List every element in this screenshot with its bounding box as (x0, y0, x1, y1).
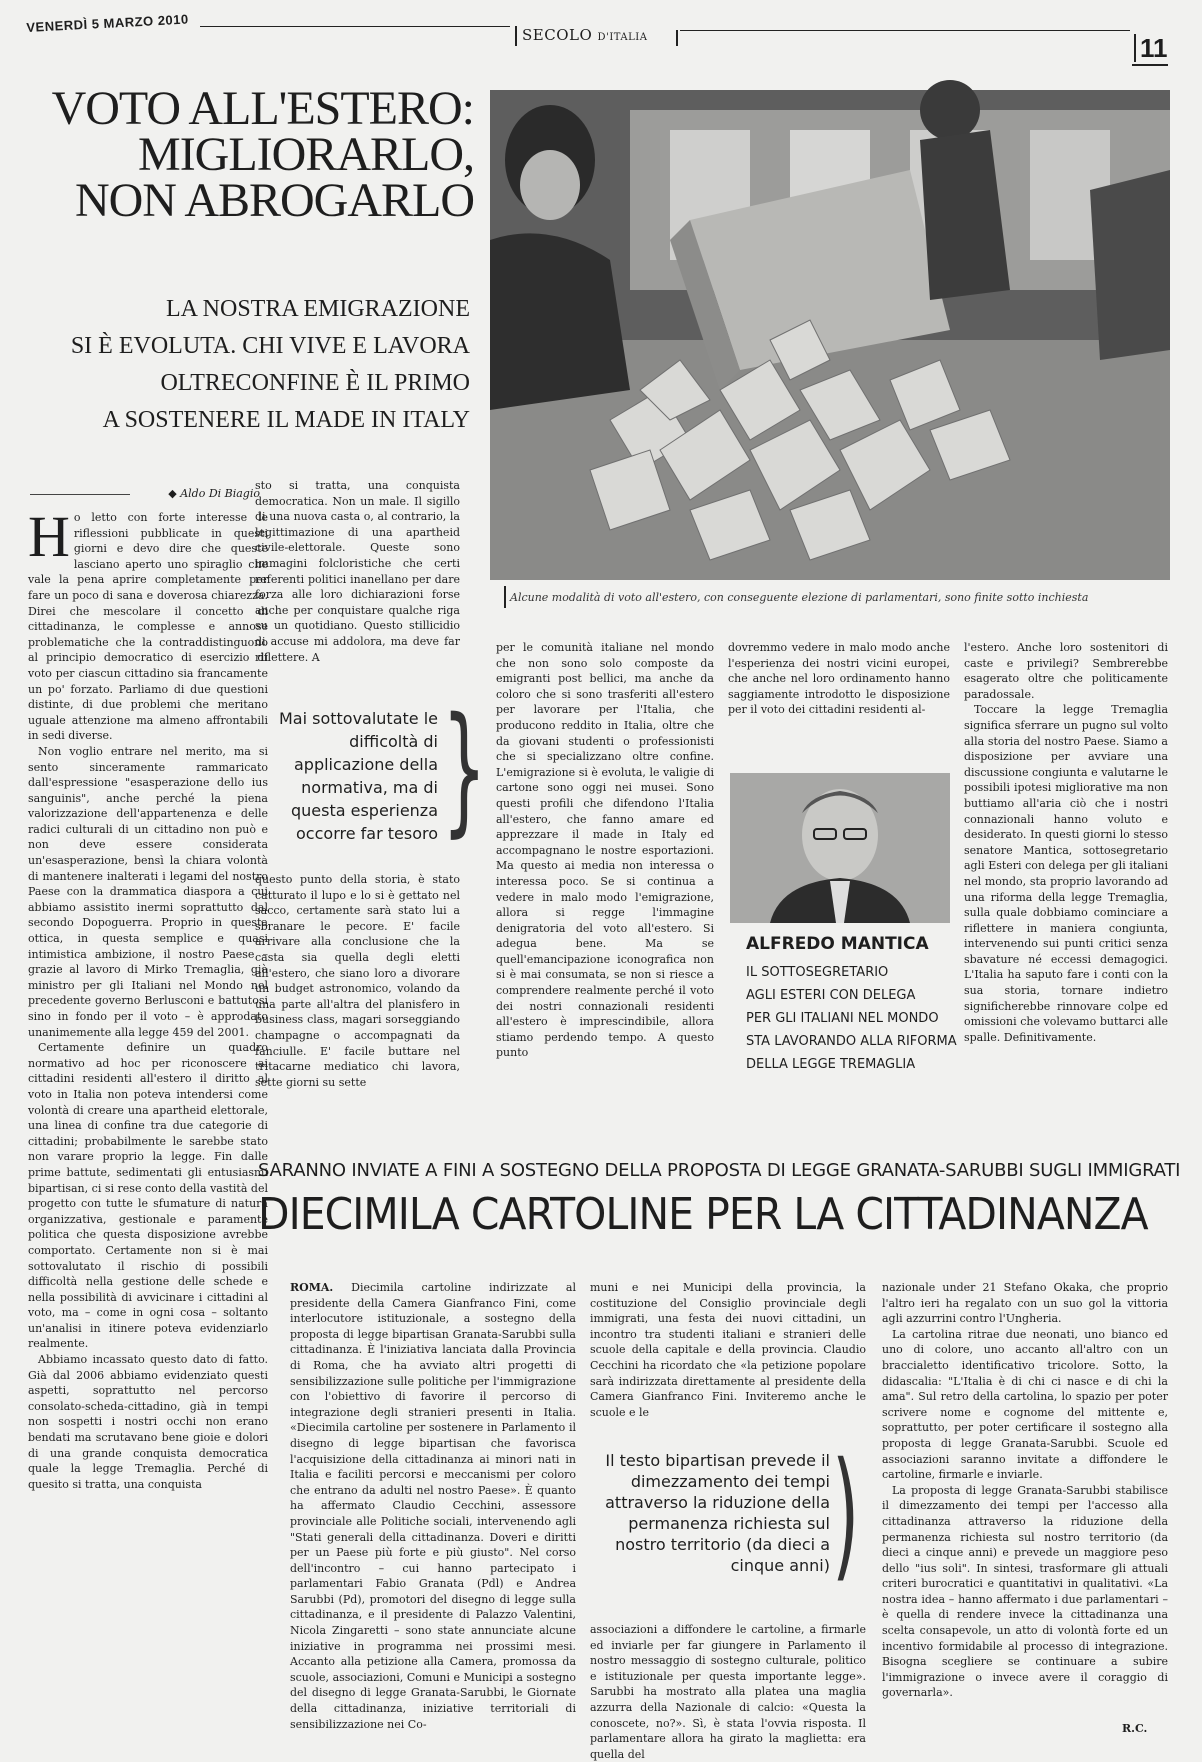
masthead-divider-right (676, 30, 678, 46)
header-rule-right (680, 30, 1130, 31)
masthead-main: SECOLO (522, 26, 593, 44)
photo-caption: Alcune modalità di voto all'estero, con conseguente elezione di parlamentari, sono finite sotto inchiesta (510, 591, 1089, 604)
paragraph: Abbiamo incassato questo dato di fatto. Già dal 2006 abbiamo evidenziato questi aspetti, soprattutto nel percorso consolato-scheda-cittadino, già in tempi non sospetti i nostri occhi non erano bendati ma scrutavano bene gioie e dolori di una grande conquista democratica quale la legge Tremaglia. Perché di quesito si tratta, una conquista (28, 1353, 268, 1491)
page-number-rule (1132, 64, 1168, 66)
paragraph-text: Diecimila cartoline indirizzate al presidente della Camera Gianfranco Fini, come interlocutore istituzionale, a sostegno della proposta di legge bipartisan Granata-Sarubbi sulla cittadinanza. È l'iniziativa lanciata dalla Provincia di Roma, che ha avviato altri progetti di sensibilizzazione sulle politiche per l'immigrazione con l'obiettivo di favorire il percorso di integrazione degli stranieri presenti in Italia. «Diecimila cartoline per sostenere in Parlamento il disegno di legge bipartisan che favorisca l'acquisizione della cittadinanza ai minori nati in Italia e faciliti percorsi e meccanismi per coloro che entrano da adulti nel nostro Paese». È quanto ha affermato Claudio Cecchini, assessore provinciale alle Politiche sociali, intervenendo agli "Stati generali della cittadinanza. Doveri e diritti per un Paese più forte e più giusto". Nel corso dell'incontro – cui hanno partecipato i parlamentari Fabio Granata (Pdl) e Andrea Sarubbi (Pd), promotori del disegno di legge sulla cittadinanza, e il presidente di Palazzo Valentini, Nicola Zingaretti – sono state annunciate alcune iniziative in programma nei prossimi mesi. Accanto alla petizione alla Camera, promossa da scuole, associazioni, Comuni e Municipi a sostegno del disegno di legge Granata-Sarubbi, le Giornate della cittadinanza, iniziative territoriali di sensibilizzazione nei Co- (290, 1281, 576, 1731)
dateline: ROMA. (290, 1281, 334, 1294)
masthead-divider (515, 26, 517, 46)
person-desc-line: STA LAVORANDO ALLA RIFORMA (746, 1034, 957, 1049)
masthead (522, 26, 647, 44)
ballot-photo-illustration (490, 90, 1170, 580)
pull-quote: Mai sottovalutate le difficoltà di applicazione della normativa, ma di questa esperienza occorre far tesoro (278, 709, 438, 843)
article2-pull-quote-brace: ) (832, 1433, 860, 1596)
subhead-line-1: LA NOSTRA EMIGRAZIONE (166, 296, 470, 322)
portrait-illustration (730, 773, 950, 923)
drop-cap: H (28, 504, 70, 569)
person-desc-line: AGLI ESTERI CON DELEGA (746, 988, 916, 1003)
article-headline (24, 82, 474, 227)
paragraph: l'estero. Anche loro sostenitori di caste e privilegi? Sembrerebbe esagerato oltre che politicamente paradossale. (964, 641, 1168, 701)
article2-kicker: SARANNO INVIATE A FINI A SOSTEGNO DELLA PROPOSTA DI LEGGE GRANATA-SARUBBI SUGLI IMMIGRATI (258, 1160, 1181, 1181)
masthead-sub: D'ITALIA (597, 32, 648, 43)
article-column-4 (728, 640, 950, 735)
headline-line-1: VOTO ALL'ESTERO: (51, 82, 474, 135)
portrait-photo (730, 773, 950, 923)
article2-pull-quote: Il testo bipartisan prevede il dimezzamento dei tempi attraverso la riduzione della permanenza richiesta sul nostro territorio (da dieci a cinque anni) (605, 1451, 830, 1575)
person-desc-line: IL SOTTOSEGRETARIO (746, 965, 889, 980)
article-column-1 (28, 504, 268, 1754)
subhead-line-2: SI È EVOLUTA. CHI VIVE E LAVORA (70, 333, 470, 359)
headline-line-2: MIGLIORARLO, (138, 128, 474, 181)
paragraph: questo punto della storia, è stato catturato il lupo e lo si è gettato nel sacco, certamente sarà stato lui a sbranare le pecore. E' facile arrivare alla conclusione che la casta sia quella degli eletti all'estero, che siano loro a divorare un budget astronomico, volando da una parte all'altra del planisfero in business class, magari sorseggiando champagne o accompagnati da fanciulle. E' facile buttare nel tritacarne mediatico chi lavora, sette giorni su sette (255, 873, 460, 1089)
paragraph: associazioni a diffondere le cartoline, a firmarle ed inviarle per far giungere in Parlamento il nostro messaggio di sostegno culturale, politico e istituzionale per questa importante legge». Sarubbi ha mostrato alla platea una maglia azzurra della Nazionale di calcio: «Questa la conoscete, no?». Sì, è stata l'ovvia risposta. Il parlamentare allora ha girato la maglietta: era quella del (590, 1623, 866, 1761)
paragraph: o letto con forte interesse le riflessioni pubblicate in questi giorni e devo dire che queste lasciano aperto uno spiraglio che vale la pena aprire completamente per fare un poco di sana e doverosa chiarezza. Direi che mescolare il concetto di cittadinanza, le complesse e annose problematiche che la contraddistinguono al principio democratico di esercizio di voto per ciascun cittadino sia francamente un po' forzato. Parliamo di due questioni distinte, di due problemi che meritano uguale attenzione ma almeno affrontabili in sedi diverse. (28, 511, 268, 743)
paragraph: La cartolina ritrae due neonati, uno bianco ed uno di colore, uno accanto all'altro con un braccialetto identificativo tricolore. Sotto, la didascalia: "L'Italia è di chi ci nasce e di chi la ama". Sul retro della cartolina, lo spazio per poter scrivere nome e cognome del mittente e, soprattutto, per poter certificare il sostegno alla proposta di legge Granata-Sarubbi. Scuole ed associazioni saranno invitate a diffondere le cartoline, firmarle e inviarle. (882, 1327, 1168, 1482)
headline-line-3: NON ABROGARLO (74, 174, 474, 227)
paragraph: dovremmo vedere in malo modo anche l'esperienza dei nostri vicini europei, che anche nel loro ordinamento hanno saggiamente introdotto le disposizione per il voto dei cittadini residenti al- (728, 641, 950, 717)
pull-quote-brace: } (442, 688, 487, 851)
person-desc-line: DELLA LEGGE TREMAGLIA (746, 1057, 916, 1072)
header-rule-left (200, 26, 510, 27)
article2-column-2-top (590, 1280, 866, 1417)
person-description (746, 961, 957, 1076)
byline: ◆ Aldo Di Biagio (30, 487, 260, 500)
page-number: 11 (1134, 34, 1168, 62)
article2-column-3 (882, 1280, 1168, 1720)
caption-bar (504, 586, 506, 608)
subhead-line-4: A SOSTENERE IL MADE IN ITALY (102, 407, 470, 433)
paragraph: muni e nei Municipi della provincia, la costituzione del Consiglio provinciale degli immigrati, una festa dei nuovi cittadini, un incontro tra studenti italiani e stranieri delle scuole della capitale e della provincia. Claudio Cecchini ha ricordato che «la petizione popolare sarà indirizzata direttamente al presidente della Camera Gianfranco Fini. Inviteremo anche le scuole e le (590, 1281, 866, 1419)
article-column-2-top (255, 478, 460, 680)
author-initials: R.C. (1122, 1722, 1148, 1735)
person-name: ALFREDO MANTICA (746, 934, 929, 954)
ballot-photo (490, 90, 1170, 580)
paragraph: per le comunità italiane nel mondo che non sono solo composte da emigranti post bellici, ma anche da coloro che si sono trasferiti all'estero per lavorare per l'Italia, che producono reddito in Italia, oltre che da giovani studenti o professionisti che si specializzano oltre confine. L'emigrazione si è evoluta, le valigie di cartone sono oggi nei musei. Sono questi profili che difendono l'Italia all'estero, che fanno amare ed apprezzare il made in Italy ed accompagnano le nostre esportazioni. Ma questo ai media non interessa o interessa poco. Se si continua a vedere in malo modo l'emigrazione, allora si regge l'immagine denigratoria del voto all'estero. Si adegua bene. Ma se quell'emancipazione iconografica non si è mai consumata, se non si riesce a comprendere realmente perché il voto dei nostri connazionali residenti all'estero è imprescindibile, allora stiamo perdendo tempo. A questo punto (496, 641, 714, 1060)
article2-column-2-bottom (590, 1622, 866, 1761)
subhead-line-3: OLTRECONFINE È IL PRIMO (160, 370, 470, 396)
paragraph: sto si tratta, una conquista democratica. Non un male. Il sigillo di una nuova casta o, al contrario, la legittimazione di una apartheid civile-elettorale. Queste sono immagini folcloristiche che certi referenti politici inanellano per dare forza alle loro dichiarazioni forse anche per conquistare qualche riga su un quotidiano. Questo stillicidio di accuse mi addolora, ma deve far riflettere. A (255, 479, 460, 664)
article-column-3 (496, 640, 714, 1093)
paragraph: Toccare la legge Tremaglia significa sferrare un pugno sul volto alla storia del nostro Paese. Siamo a disposizione per avviare una discussione congiunta e valutarne le possibili ipotesi migliorative ma non buttiamo all'aria ciò che i nostri connazionali hanno voluto e desiderato. In questi giorni lo stesso senatore Mantica, sottosegretario agli Esteri con delega per gli italiani nel mondo, sta proprio lavorando ad una riforma della legge Tremaglia, sulla quale dobbiamo cominciare a riflettere in maniera congiunta, intervenendo sui punti critici senza sbavature né eccessi demagogici. L'Italia ha saputo fare i conti con la sua storia, tornare indietro significherebbe rinnovare colpe ed omissioni che volevamo buttarci alle spalle. Definitivamente. (964, 703, 1168, 1044)
issue-date: VENERDÌ 5 MARZO 2010 (26, 11, 189, 35)
person-desc-line: PER GLI ITALIANI NEL MONDO (746, 1011, 939, 1026)
paragraph: Certamente definire un quadro normativo ad hoc per riconoscere ai cittadini residenti all'estero il diritto al voto in Italia non poteva intendersi come volontà di creare una apartheid elettorale, una linea di confine tra due categorie di cittadini; probabilmente le sarebbe stato non varare proprio la legge. Fin dalle prime battute, sedimentati gli entusiasmi bipartisan, ci si rese conto della vastità del progetto con tutte le sfumature di natura organizzativa, gestionale e paramente politica che questa disposizione avrebbe comportato. Certamente non si è mai sottovalutato il rischio di possibili difficoltà nella gestione delle schede e nella possibilità di avvicinare i cittadini al voto, ma – come in ogni cosa – soltanto un'analisi in itinere poteva evidenziarlo realmente. (28, 1041, 268, 1351)
paragraph: nazionale under 21 Stefano Okaka, che proprio l'altro ieri ha regalato con un suo gol la vittoria agli azzurrini contro l'Ungheria. (882, 1281, 1168, 1326)
article-column-5 (964, 640, 1168, 1095)
paragraph: La proposta di legge Granata-Sarubbi stabilisce il dimezzamento dei tempi per l'accesso alla cittadinanza attraverso la riduzione della permanenza richiesta sul nostro territorio (da dieci a cinque anni) e prevede un maggiore peso dello "ius soli". In sintesi, trasformare gli attuali criteri burocratici e quantitativi in qualitativi. «La nostra idea – hanno affermato i due parlamentari – è quella di rendere invece la cittadinanza una scelta consapevole, un atto di volontà forte ed un incentivo formidabile al processo di integrazione. Bisogna scegliere se continuare a subire l'immigrazione o invece avere il coraggio di governarla». (882, 1483, 1168, 1700)
article2-title: DIECIMILA CARTOLINE PER LA CITTADINANZA (258, 1189, 1148, 1240)
article-column-2-bottom (255, 872, 460, 1092)
article-subhead (40, 291, 470, 439)
paragraph: Non voglio entrare nel merito, ma si sento sinceramente rammaricato dall'espressione "esasperazione dello ius sanguinis", anche perché la piena valorizzazione dell'appartenenza e delle radici culturali di un cittadino non può e non deve essere considerata un'esasperazione, bensì la chiara volontà di mantenere inalterati i legami del nostro Paese con la drammatica diaspora a cui abbiamo assistito inermi soprattutto dal secondo Dopoguerra. Proprio in questa ottica, in questa semplice e quasi intimistica ambizione, il nostro Paese – grazie al lavoro di Mirko Tremaglia, già ministro per gli Italiani nel Mondo nel precedente governo Berlusconi e battutosi sino in fondo per il voto – è approdato unanimemente alla legge 459 del 2001. (28, 744, 268, 1039)
paragraph (290, 1280, 576, 1732)
article2-column-1 (290, 1280, 576, 1754)
